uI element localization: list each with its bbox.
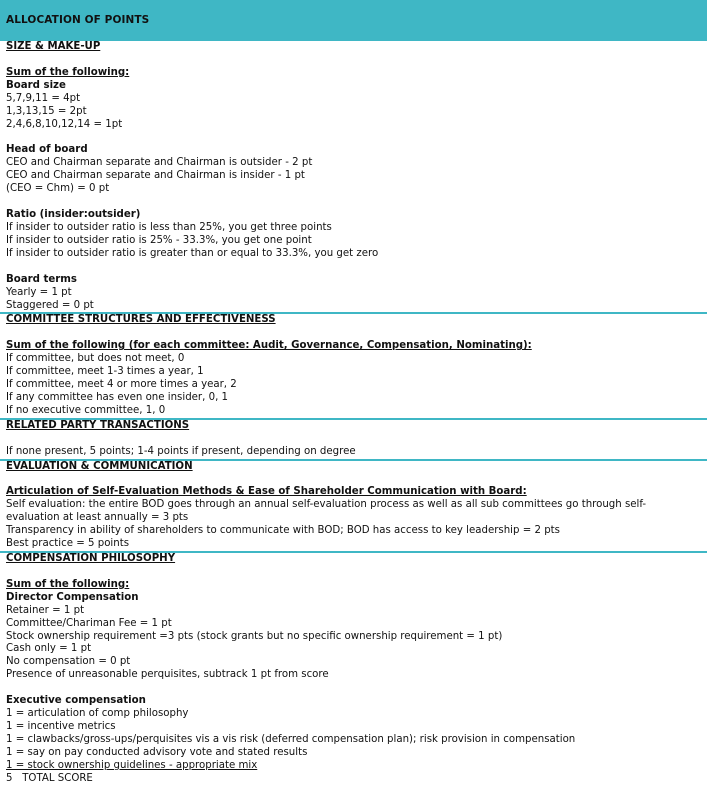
section-intro: Sum of the following (for each committee: Audit, Governance, Compensation, Nominating): xyxy=(6,340,532,352)
group-heading: Director Compensation xyxy=(6,591,139,603)
group-heading: Board size xyxy=(6,79,66,91)
page-title: ALLOCATION OF POINTS xyxy=(6,14,150,26)
section-size-makeup xyxy=(6,41,707,312)
section-committee-structures xyxy=(6,314,707,417)
list-item: If committee, meet 4 or more times a year, 2 xyxy=(6,379,237,391)
group-heading: Ratio (insider:outsider) xyxy=(6,209,141,221)
list-item: Presence of unreasonable perquisites, subtrack 1 pt from score xyxy=(6,669,329,681)
list-item: Stock ownership requirement =3 pts (stock grants but no specific ownership requirement = 1 pt) xyxy=(6,630,503,642)
section-related-party xyxy=(6,420,707,459)
list-item: (CEO = Chm) = 0 pt xyxy=(6,183,110,195)
list-item: If committee, meet 1-3 times a year, 1 xyxy=(6,366,204,378)
list-item: Staggered = 0 pt xyxy=(6,299,94,311)
list-item: If insider to outsider ratio is greater than or equal to 33.3%, you get zero xyxy=(6,247,379,259)
section-intro: Sum of the following: xyxy=(6,578,130,590)
section-title: COMMITTEE STRUCTURES AND EFFECTIVENESS xyxy=(6,314,276,326)
list-item: If committee, but does not meet, 0 xyxy=(6,353,185,365)
group-heading: Board terms xyxy=(6,273,77,285)
list-item: 1 = stock ownership guidelines - appropriate mix xyxy=(6,759,258,771)
section-intro: Sum of the following: xyxy=(6,66,130,78)
list-item: If insider to outsider ratio is less than 25%, you get three points xyxy=(6,221,332,233)
allocation-content xyxy=(0,41,707,786)
total-score-row xyxy=(6,773,707,786)
list-item: Yearly = 1 pt xyxy=(6,286,72,298)
group-heading: Head of board xyxy=(6,144,88,156)
list-item: Transparency in ability of shareholders to communicate with BOD; BOD has access to key leadership = 2 pts xyxy=(6,525,560,537)
list-item: 1 = articulation of comp philosophy xyxy=(6,708,189,720)
list-item: 1 = clawbacks/gross-ups/perquisites vis a vis risk (deferred compensation plan); risk provision in compensation xyxy=(6,733,576,745)
list-item: Cash only = 1 pt xyxy=(6,643,92,655)
section-title: EVALUATION & COMMUNICATION xyxy=(6,460,193,472)
list-item: 1 = incentive metrics xyxy=(6,720,116,732)
group-heading: Executive compensation xyxy=(6,695,146,707)
list-item: If any committee has even one insider, 0, 1 xyxy=(6,391,229,403)
list-item: 2,4,6,8,10,12,14 = 1pt xyxy=(6,118,123,130)
section-evaluation-communication xyxy=(6,461,707,551)
list-item: Self evaluation: the entire BOD goes through an annual self-evaluation process as well as all sub committees go through self-evaluation at least annually = 3 pts xyxy=(6,499,647,524)
section-compensation-philosophy xyxy=(6,553,707,786)
list-item: If no executive committee, 1, 0 xyxy=(6,404,166,416)
list-item: Best practice = 5 points xyxy=(6,538,130,550)
list-item: CEO and Chairman separate and Chairman is outsider - 2 pt xyxy=(6,157,313,169)
list-item: 1,3,13,15 = 2pt xyxy=(6,105,87,117)
list-item: 1 = say on pay conducted advisory vote and stated results xyxy=(6,746,308,758)
section-title: SIZE & MAKE-UP xyxy=(6,41,101,52)
total-score-label: TOTAL SCORE xyxy=(22,772,93,784)
list-item: CEO and Chairman separate and Chairman is insider - 1 pt xyxy=(6,170,305,182)
list-item: 5,7,9,11 = 4pt xyxy=(6,92,81,104)
list-item: Retainer = 1 pt xyxy=(6,604,85,616)
list-item: If insider to outsider ratio is 25% - 33.3%, you get one point xyxy=(6,234,312,246)
section-title: RELATED PARTY TRANSACTIONS xyxy=(6,419,190,431)
section-title: COMPENSATION PHILOSOPHY xyxy=(6,553,176,564)
list-item: No compensation = 0 pt xyxy=(6,656,131,668)
total-score-value: 5 xyxy=(6,772,13,784)
page-header xyxy=(0,0,707,41)
section-intro: Articulation of Self-Evaluation Methods & Ease of Shareholder Communication with Board: xyxy=(6,486,527,498)
list-item: If none present, 5 points; 1-4 points if present, depending on degree xyxy=(6,445,356,457)
list-item: Committee/Chariman Fee = 1 pt xyxy=(6,617,172,629)
